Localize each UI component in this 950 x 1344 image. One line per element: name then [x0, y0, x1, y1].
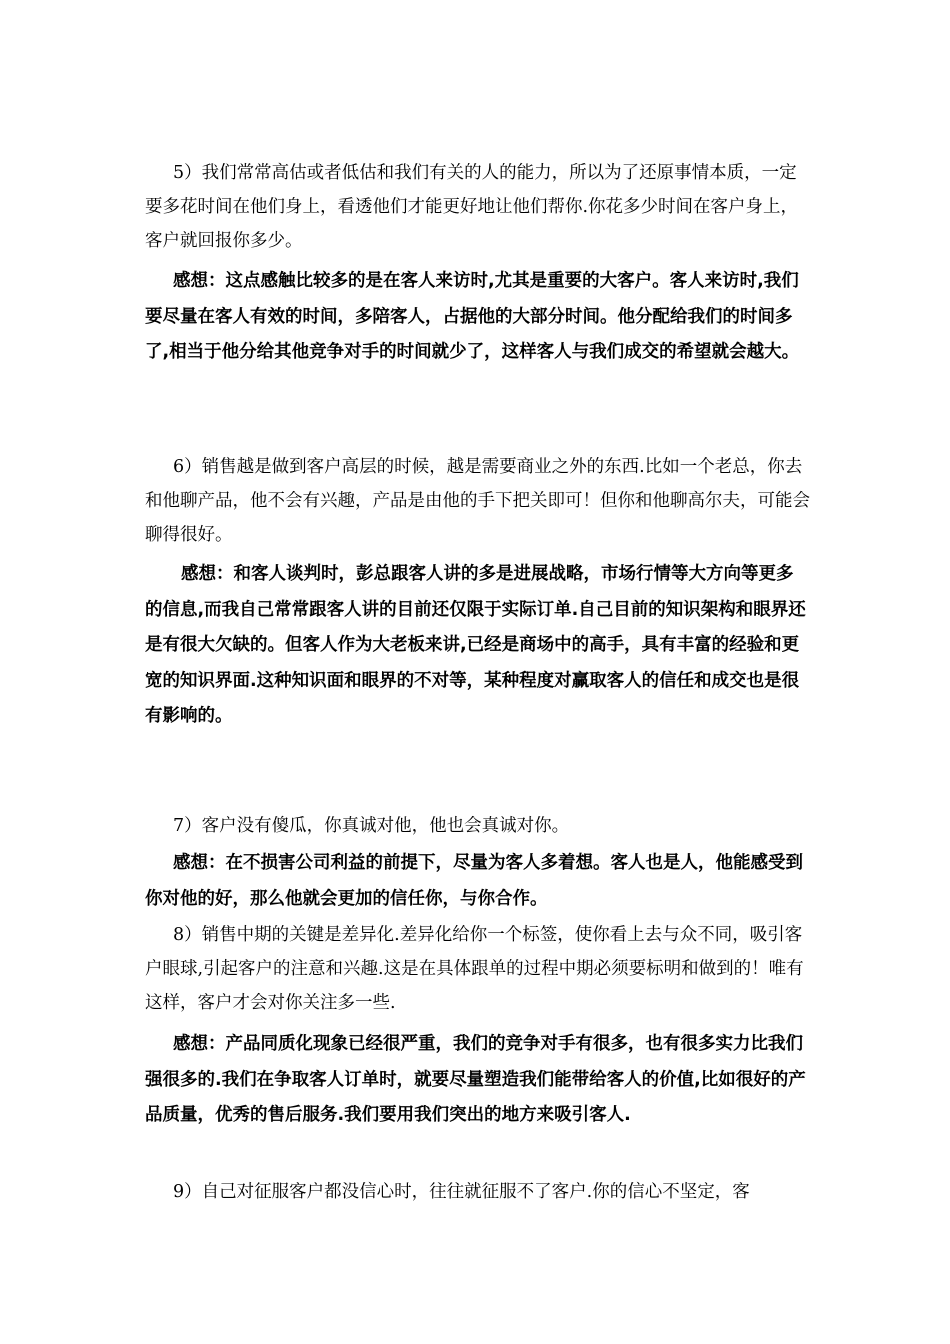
- paragraph-5: 5）我们常常高估或者低估和我们有关的人的能力，所以为了还原事情本质，一定要多花时间在他们身上，看透他们才能更好地让他们帮你.你花多少时间在客户身上，客户就回报你多少。: [145, 163, 799, 251]
- paragraph-9: 9）自己对征服客户都没信心时，往往就征服不了客户.你的信心不坚定，客: [173, 1182, 750, 1202]
- paragraph-5-thought: 感想：这点感触比较多的是在客人来访时,尤其是重要的大客户。客人来访时,我们要尽量在客人有效的时间，多陪客人，占据他的大部分时间。他分配给我们的时间多了,相当于他分给其他竞争对手的时间就少了，这样客人与我们成交的希望就会越大。: [145, 271, 800, 362]
- paragraph-8-thought: 感想：产品同质化现象已经很严重，我们的竞争对手有很多，也有很多实力比我们强很多的.我们在争取客人订单时，就要尽量塑造我们能带给客人的价值,比如很好的产品质量，优秀的售后服务.我们要用我们突出的地方来吸引客人.: [145, 1034, 806, 1125]
- paragraph-8: 8）销售中期的关键是差异化.差异化给你一个标签，使你看上去与众不同，吸引客户眼球,引起客户的注意和兴趣.这是在具体跟单的过程中期必须要标明和做到的！唯有这样，客户才会对你关注多一些.: [145, 925, 804, 1013]
- paragraph-7: 7）客户没有傻瓜，你真诚对他，他也会真诚对你。: [173, 816, 570, 836]
- paragraph-7-thought: 感想：在不损害公司利益的前提下，尽量为客人多着想。客人也是人，他能感受到你对他的好，那么他就会更加的信任你，与你合作。: [145, 853, 803, 909]
- paragraph-6: 6）销售越是做到客户高层的时候，越是需要商业之外的东西.比如一个老总，你去和他聊产品，他不会有兴趣，产品是由他的手下把关即可！但你和他聊高尔夫，可能会聊得很好。: [145, 457, 810, 545]
- paragraph-6-thought: 感想：和客人谈判时，彭总跟客人讲的多是进展战略，市场行情等大方向等更多的信息,而我自己常常跟客人讲的目前还仅限于实际订单.自己目前的知识架构和眼界还是有很大欠缺的。但客人作为大老板来讲,已经是商场中的高手，具有丰富的经验和更宽的知识界面.这种知识面和眼界的不对等，某种程度对赢取客人的信任和成交也是很有影响的。: [145, 564, 806, 726]
